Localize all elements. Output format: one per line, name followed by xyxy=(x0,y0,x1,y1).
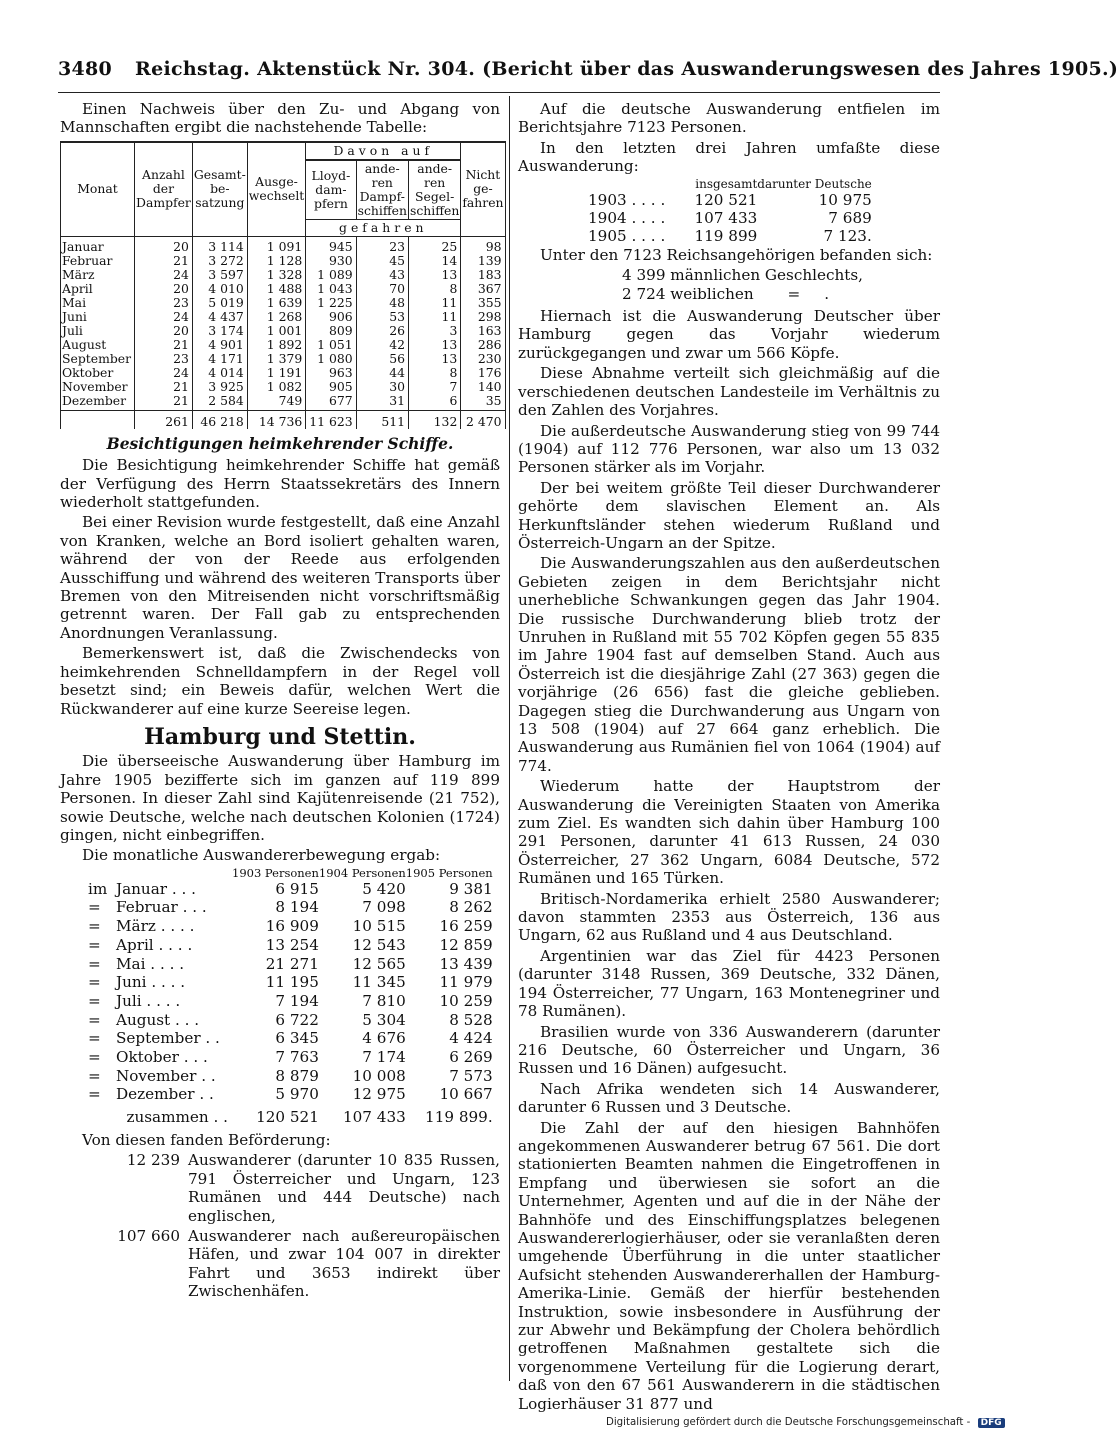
table-cell: 13 xyxy=(408,338,460,352)
section-heading-hamburg: Hamburg und Stettin. xyxy=(144,723,416,750)
intro-paragraph: Einen Nachweis über den Zu- und Abgang von Mannschaften ergibt die nachstehende Tabelle: xyxy=(60,100,500,137)
table-cell: Dezember xyxy=(61,394,135,411)
table-cell: April xyxy=(61,282,135,296)
table-row xyxy=(88,1011,493,1030)
month-prefix: = xyxy=(88,973,101,992)
table-cell: 20 xyxy=(135,282,193,296)
table-row xyxy=(61,380,506,394)
table-cell: 44 xyxy=(356,366,408,380)
sum-cell: 107 433 xyxy=(342,1108,406,1127)
hanging-number: 12 239 xyxy=(126,1151,180,1170)
month-prefix: = xyxy=(88,954,101,973)
table-row xyxy=(88,992,493,1011)
table-cell: 10 008 xyxy=(352,1066,406,1085)
table-cell: 9 381 xyxy=(449,879,493,898)
month-prefix: = xyxy=(88,917,101,936)
table-cell: 23 xyxy=(356,236,408,254)
table-cell: 1 128 xyxy=(247,254,305,268)
crew-table-body xyxy=(61,236,506,429)
paragraph: Die Zahl der auf den hiesigen Bahnhöfen angekommenen Auswanderer betrug 67 561. Die dort stationierten Beamten nahmen die Eingetroffenen in Empfang und überwiesen sie sofort an die Unternehmer, Agenten und auf die in der Nähe der Bahnhöfe und des Einschiffungsplatzes belegenen Auswandererlogierhäuser, oder sie veranlaßten deren umgehende Überführung in die unter staatlicher Aufsicht stehenden Auswandererhallen der Hamburg-Amerika-Linie. Gemäß der hierfür bestehenden Instruktion, sowie insbesondere in Ausführung der zur Abwehr und Bekämpfung der Cholera behördlich getroffenen Maßnahmen gestaltete sich die vorgenommene Verteilung für die Logierung derart, daß von den 67 561 Auswanderern in die städtischen Logierhäuser 31 877 und xyxy=(518,1118,940,1413)
table-cell: 7 810 xyxy=(362,991,406,1010)
paragraph: Die Auswanderungszahlen aus den außerdeutschen Gebieten zeigen in dem Berichtsjahr nicht unerhebliche Schwankungen gegen das Jahr 1904. Die russische Durchwanderung blieb trotz der Unruhen in Rußland mit 55 702 Köpfen gegen 55 835 im Jahre 1904 fast auf demselben Stand. Auch aus Österreich ist die diesjährige Zahl (27 363) gegen die vorjährige (26 656) fast die gleiche geblieben. Dagegen stieg die Durchwanderung aus Ungarn von 13 508 (1904) auf 27 664 ganz erheblich. Die Auswanderung aus Rumänien fiel von 1064 (1904) auf 774. xyxy=(518,554,940,775)
table-row xyxy=(61,268,506,282)
monthly-emigration-table xyxy=(88,867,493,1127)
table-cell: 355 xyxy=(461,296,505,310)
table-cell: 7 174 xyxy=(362,1048,406,1067)
table-cell: November xyxy=(61,380,135,394)
table-cell: 3 925 xyxy=(192,380,247,394)
list-line: 2 724 weiblichen = . xyxy=(622,284,830,303)
crew-table xyxy=(60,141,506,429)
table-cell: 6 345 xyxy=(275,1029,319,1048)
table-row xyxy=(588,209,872,227)
table-cell: 8 xyxy=(408,366,460,380)
th-nicht: Nicht ge-fahren xyxy=(461,142,505,237)
month-label: August . . . xyxy=(116,1010,200,1029)
table-cell: 1 089 xyxy=(306,268,356,282)
table-cell: 298 xyxy=(461,310,505,324)
th-anzahl: Anzahl der Dampfer xyxy=(135,142,193,237)
paragraph: Argentinien war das Ziel für 4423 Personen (darunter 3148 Russen, 369 Deutsche, 332 Dänen, 194 Österreicher, 77 Ungarn, 163 Montenegriner und 78 Rumänen). xyxy=(518,946,940,1021)
paragraph: Die Besichtigung heimkehrender Schiffe hat gemäß der Verfügung des Herrn Staatssekretärs des Innern wiederholt stattgefunden. xyxy=(60,456,500,512)
german-emigration-table xyxy=(588,178,872,246)
table-cell: 12 543 xyxy=(352,935,406,954)
table-cell: 4 424 xyxy=(449,1029,493,1048)
sum-cell: 120 521 xyxy=(256,1108,319,1127)
table-cell: 10 259 xyxy=(439,991,493,1010)
th-gesamt: Gesamt-be-satzung xyxy=(192,142,247,237)
table-cell: 56 xyxy=(356,352,408,366)
hanging-item xyxy=(60,1151,500,1225)
table-cell: 7 689 xyxy=(828,209,872,228)
table-cell: 1 191 xyxy=(247,366,305,380)
table-cell: 35 xyxy=(461,394,505,411)
table-cell: 163 xyxy=(461,324,505,338)
table-cell: 23 xyxy=(135,296,193,310)
table-cell: 945 xyxy=(306,236,356,254)
table-cell: 10 667 xyxy=(439,1085,493,1104)
table-row xyxy=(61,366,506,380)
table-cell: Juni xyxy=(61,310,135,324)
total-cell: 46 218 xyxy=(192,410,247,429)
table-cell: 7 123. xyxy=(823,227,872,246)
table-cell: 16 259 xyxy=(439,917,493,936)
table-cell: 14 xyxy=(408,254,460,268)
table-row xyxy=(588,227,872,245)
table-cell: 24 xyxy=(135,268,193,282)
table-cell: 1 488 xyxy=(247,282,305,296)
paragraph: Hiernach ist die Auswanderung Deutscher über Hamburg gegen das Vorjahr wiederum zurückgegangen und zwar um 566 Köpfe. xyxy=(518,307,940,362)
th-ausgewechselt: Ausge-wechselt xyxy=(247,142,305,237)
hanging-text: Auswanderer nach außereuropäischen Häfen, und zwar 104 007 in direkter Fahrt und 3653 indirekt über Zwischenhäfen. xyxy=(188,1226,500,1301)
month-prefix: = xyxy=(88,1085,101,1104)
paragraph: Britisch-Nordamerika erhielt 2580 Auswanderer; davon stammten 2353 aus Österreich, 136 aus Ungarn, 62 aus Rußland und 4 aus Deutschland. xyxy=(518,889,940,945)
sum-label: zusammen . . xyxy=(126,1108,228,1127)
table-cell: 25 xyxy=(408,236,460,254)
table-cell: 4 014 xyxy=(192,366,247,380)
table-cell: Oktober xyxy=(61,366,135,380)
table-row xyxy=(61,282,506,296)
table-cell: 8 xyxy=(408,282,460,296)
th-monat: Monat xyxy=(61,142,135,237)
paragraph: Der bei weitem größte Teil dieser Durchwanderer gehörte dem slavischen Element an. Als Herkunftsländer stehen wiederum Rußland und Österreich-Ungarn an der Spitze. xyxy=(518,478,940,552)
table-cell: 183 xyxy=(461,268,505,282)
table-cell: 1 328 xyxy=(247,268,305,282)
table-cell: Mai xyxy=(61,296,135,310)
page-title: Reichstag. Aktenstück Nr. 304. (Bericht über das Auswanderungswesen des Jahres 1905.) xyxy=(135,58,1118,80)
table-row xyxy=(61,236,506,254)
year-header: 1905 Personen xyxy=(405,865,493,880)
table-cell: 70 xyxy=(356,282,408,296)
total-cell xyxy=(61,410,135,429)
table-cell: 4 676 xyxy=(362,1029,406,1048)
month-prefix: = xyxy=(88,991,101,1010)
year-header: 1903 Personen xyxy=(232,865,319,880)
table-row xyxy=(61,352,506,366)
table-cell: 21 xyxy=(135,338,193,352)
table-cell: 7 573 xyxy=(449,1066,493,1085)
table-cell: 1 051 xyxy=(306,338,356,352)
month-prefix: = xyxy=(88,1029,101,1048)
table-total-row xyxy=(61,410,506,429)
table-cell: 930 xyxy=(306,254,356,268)
sum-cell: 119 899. xyxy=(425,1108,493,1127)
table-cell: 3 114 xyxy=(192,236,247,254)
table-cell: 31 xyxy=(356,394,408,411)
table-cell: 367 xyxy=(461,282,505,296)
table-cell: 11 xyxy=(408,296,460,310)
table-row xyxy=(61,296,506,310)
month-prefix: im xyxy=(88,879,108,898)
month-prefix: = xyxy=(88,1066,101,1085)
table-cell: 24 xyxy=(135,310,193,324)
table-cell: 4 901 xyxy=(192,338,247,352)
table-row xyxy=(61,254,506,268)
table-row xyxy=(588,191,872,209)
paragraph: Bei einer Revision wurde festgestellt, daß eine Anzahl von Kranken, welche an Bord isoliert gehalten waren, während der von der Reede aus erfolgenden Ausschiffung und während des weiteren Transports über Bremen von den Mitreisenden nicht vorschriftsmäßig getrennt waren. Der Fall gab zu entsprechenden Anordnungen Veranlassung. xyxy=(60,513,500,642)
table-cell: 4 171 xyxy=(192,352,247,366)
paragraph: Bemerkenswert ist, daß die Zwischendecks von heimkehrenden Schnelldampfern in der Regel voll besetzt sind; ein Beweis dafür, welchen Wert die Rückwanderer auf eine kurze Seereise legen. xyxy=(60,644,500,718)
month-prefix: = xyxy=(88,898,101,917)
table-cell: 13 xyxy=(408,352,460,366)
table-cell: 13 439 xyxy=(439,954,493,973)
month-prefix: = xyxy=(88,1010,101,1029)
table-cell: 230 xyxy=(461,352,505,366)
table-cell: 1 379 xyxy=(247,352,305,366)
right-column xyxy=(518,100,940,1415)
table-cell: 10 515 xyxy=(352,917,406,936)
table-cell: 98 xyxy=(461,236,505,254)
table-cell: 6 722 xyxy=(275,1010,319,1029)
spacer xyxy=(116,867,232,880)
table-cell: 5 304 xyxy=(362,1010,406,1029)
table-cell: 905 xyxy=(306,380,356,394)
table-cell: Januar xyxy=(61,236,135,254)
year-label: 1904 . . . . xyxy=(588,209,666,228)
table-cell: 906 xyxy=(306,310,356,324)
spacer xyxy=(88,867,116,880)
footer-text: Digitalisierung gefördert durch die Deutsche Forschungsgemeinschaft - xyxy=(606,1417,971,1428)
table-row xyxy=(61,338,506,352)
table-cell: 10 975 xyxy=(818,190,872,209)
table-cell: 11 195 xyxy=(265,973,319,992)
table-cell: 12 975 xyxy=(352,1085,406,1104)
hanging-item xyxy=(60,1227,500,1301)
table-cell: 176 xyxy=(461,366,505,380)
table-cell: 1 639 xyxy=(247,296,305,310)
month-label: Juni . . . . xyxy=(116,973,186,992)
dfg-logo: DFG xyxy=(978,1418,1005,1428)
paragraph: Die außerdeutsche Auswanderung stieg von 99 744 (1904) auf 112 776 Personen, war also um 13 032 Personen stärker als im Vorjahr. xyxy=(518,421,940,477)
month-label: März . . . . xyxy=(116,917,195,936)
total-cell: 11 623 xyxy=(306,410,356,429)
table-cell: 43 xyxy=(356,268,408,282)
table-cell: 30 xyxy=(356,380,408,394)
table-cell: 26 xyxy=(356,324,408,338)
table-cell: 7 098 xyxy=(362,898,406,917)
paragraph: In den letzten drei Jahren umfaßte diese Auswanderung: xyxy=(518,138,940,176)
table-row xyxy=(88,1048,493,1067)
table-row xyxy=(61,324,506,338)
table-cell: 7 xyxy=(408,380,460,394)
month-label: Dezember . . xyxy=(116,1085,214,1104)
month-prefix: = xyxy=(88,1048,101,1067)
table-cell: 4 010 xyxy=(192,282,247,296)
table-row xyxy=(88,1085,493,1104)
paragraph: Wiederum hatte der Hauptstrom der Auswanderung die Vereinigten Staaten von Amerika zum Ziel. Es wandten sich dahin über Hamburg 100 291 Personen, darunter 41 613 Russen, 24 030 Österreicher, 27 362 Ungarn, 6084 Deutsche, 572 Rumänen und 165 Türken. xyxy=(518,777,940,888)
table-cell: 4 437 xyxy=(192,310,247,324)
table-cell: 7 763 xyxy=(275,1048,319,1067)
table-cell: 13 254 xyxy=(265,935,319,954)
table-cell: 5 970 xyxy=(275,1085,319,1104)
table-row xyxy=(88,880,493,899)
page-number: 3480 xyxy=(58,58,113,80)
table-cell: 13 xyxy=(408,268,460,282)
table-row xyxy=(88,955,493,974)
footer-credit xyxy=(606,1417,1002,1431)
year-label: 1905 . . . . xyxy=(588,227,666,246)
table-cell: 107 433 xyxy=(694,209,758,228)
th-darunter-deutsche: darunter Deutsche xyxy=(757,176,872,191)
section-heading-besichtigungen: Besichtigungen heimkehrender Schiffe. xyxy=(106,433,454,453)
year-header: 1904 Personen xyxy=(318,865,406,880)
hanging-number: 107 660 xyxy=(117,1226,180,1245)
table-cell: 21 271 xyxy=(265,954,319,973)
table-cell: 809 xyxy=(306,324,356,338)
table-cell: 5 420 xyxy=(362,879,406,898)
list-line: 4 399 männlichen Geschlechts, xyxy=(622,266,863,285)
table-cell: 1 080 xyxy=(306,352,356,366)
table-cell: 749 xyxy=(247,394,305,411)
column-divider xyxy=(509,96,510,1381)
page-header xyxy=(58,58,1118,88)
table-cell: 286 xyxy=(461,338,505,352)
total-cell: 511 xyxy=(356,410,408,429)
th-andere-dampf: ande-ren Dampf-schiffen xyxy=(357,160,407,218)
th-davon-auf: Davon auf xyxy=(306,142,461,160)
month-label: Mai . . . . xyxy=(116,954,185,973)
table-cell: 6 915 xyxy=(275,879,319,898)
table-cell: 6 269 xyxy=(449,1048,493,1067)
month-label: Oktober . . . xyxy=(116,1048,208,1067)
table-cell: 2 584 xyxy=(192,394,247,411)
table-cell: 3 174 xyxy=(192,324,247,338)
table-cell: 1 892 xyxy=(247,338,305,352)
table-cell: 7 194 xyxy=(275,991,319,1010)
th-andere-segel: ande-ren Segel-schiffen xyxy=(409,160,460,218)
table-cell: 42 xyxy=(356,338,408,352)
month-label: September . . xyxy=(116,1029,220,1048)
table-cell: Februar xyxy=(61,254,135,268)
header-rule xyxy=(58,92,940,93)
table-cell: 5 019 xyxy=(192,296,247,310)
table-cell: Juli xyxy=(61,324,135,338)
table-cell: 8 879 xyxy=(275,1066,319,1085)
table-row xyxy=(61,394,506,411)
table-cell: 1 001 xyxy=(247,324,305,338)
table-row xyxy=(88,898,493,917)
total-cell: 2 470 xyxy=(461,410,505,429)
paragraph: Diese Abnahme verteilt sich gleichmäßig auf die verschiedenen deutschen Landesteile im Verhältnis zu den Zahlen des Vorjahres. xyxy=(518,364,940,420)
month-label: Februar . . . xyxy=(116,898,207,917)
table-cell: September xyxy=(61,352,135,366)
total-cell: 261 xyxy=(135,410,193,429)
month-label: Juli . . . . xyxy=(116,991,181,1010)
month-label: April . . . . xyxy=(116,935,193,954)
table-cell: 1 043 xyxy=(306,282,356,296)
table-cell: 11 xyxy=(408,310,460,324)
table-row xyxy=(88,1029,493,1048)
table-cell: 3 597 xyxy=(192,268,247,282)
table-cell: 1 091 xyxy=(247,236,305,254)
table-row xyxy=(88,936,493,955)
table-row xyxy=(88,917,493,936)
table-cell: März xyxy=(61,268,135,282)
table-cell: 21 xyxy=(135,254,193,268)
table-cell: 6 xyxy=(408,394,460,411)
table-cell: 3 272 xyxy=(192,254,247,268)
table-cell: 139 xyxy=(461,254,505,268)
paragraph: Unter den 7123 Reichsangehörigen befanden sich: xyxy=(540,245,933,264)
table-cell: 8 528 xyxy=(449,1010,493,1029)
table-cell: 3 xyxy=(408,324,460,338)
paragraph: Von diesen fanden Beförderung: xyxy=(82,1130,331,1149)
month-label: November . . xyxy=(116,1066,216,1085)
th-insgesamt: insgesamt xyxy=(695,176,758,191)
table-cell: August xyxy=(61,338,135,352)
table-cell: 53 xyxy=(356,310,408,324)
table-header-row xyxy=(88,867,493,880)
table-cell: 140 xyxy=(461,380,505,394)
table-cell: 8 194 xyxy=(275,898,319,917)
table-total-row xyxy=(88,1104,493,1127)
paragraph: Die überseeische Auswanderung über Hamburg im Jahre 1905 bezifferte sich im ganzen auf 119 899 Personen. In dieser Zahl sind Kajütenreisende (21 752), sowie Deutsche, welche nach deutschen Kolonien (1724) gingen, nicht einbegriffen. xyxy=(60,752,500,844)
table-cell: 1 082 xyxy=(247,380,305,394)
table-cell: 1 268 xyxy=(247,310,305,324)
table-row xyxy=(88,1067,493,1086)
table-cell: 677 xyxy=(306,394,356,411)
table-cell: 119 899 xyxy=(694,227,758,246)
total-cell: 132 xyxy=(408,410,460,429)
table-row xyxy=(88,973,493,992)
table-cell: 12 565 xyxy=(352,954,406,973)
paragraph: Nach Afrika wendeten sich 14 Auswanderer, darunter 6 Russen und 3 Deutsche. xyxy=(518,1079,940,1117)
total-cell: 14 736 xyxy=(247,410,305,429)
table-cell: 20 xyxy=(135,236,193,254)
table-cell: 963 xyxy=(306,366,356,380)
table-cell: 11 979 xyxy=(439,973,493,992)
th-gefahren: gefahren xyxy=(306,219,461,236)
table-row xyxy=(61,310,506,324)
table-cell: 1 225 xyxy=(306,296,356,310)
table-cell: 120 521 xyxy=(694,190,758,209)
table-cell: 21 xyxy=(135,394,193,411)
table-cell: 20 xyxy=(135,324,193,338)
table-cell: 12 859 xyxy=(439,935,493,954)
paragraph: Die monatliche Auswandererbewegung ergab: xyxy=(82,846,441,865)
year-label: 1903 . . . . xyxy=(588,190,666,209)
table-cell: 21 xyxy=(135,380,193,394)
th-lloyd: Lloyd-dam-pfern xyxy=(306,160,356,220)
table-cell: 23 xyxy=(135,352,193,366)
table-cell: 24 xyxy=(135,366,193,380)
month-prefix: = xyxy=(88,935,101,954)
table-cell: 11 345 xyxy=(352,973,406,992)
paragraph: Brasilien wurde von 336 Auswanderern (darunter 216 Deutsche, 60 Österreicher und Ungarn, 36 Russen und 16 Dänen) aufgesucht. xyxy=(518,1022,940,1078)
table-cell: 8 262 xyxy=(449,898,493,917)
paragraph: Auf die deutsche Auswanderung entfielen im Berichtsjahre 7123 Personen. xyxy=(518,100,940,137)
hanging-text: Auswanderer (darunter 10 835 Russen, 791 Österreicher und Ungarn, 123 Rumänen und 444 Deutsche) nach englischen, xyxy=(188,1151,500,1225)
table-cell: 16 909 xyxy=(265,917,319,936)
month-label: Januar . . . xyxy=(116,879,196,898)
table-cell: 48 xyxy=(356,296,408,310)
left-column xyxy=(60,100,504,1303)
table-cell: 45 xyxy=(356,254,408,268)
